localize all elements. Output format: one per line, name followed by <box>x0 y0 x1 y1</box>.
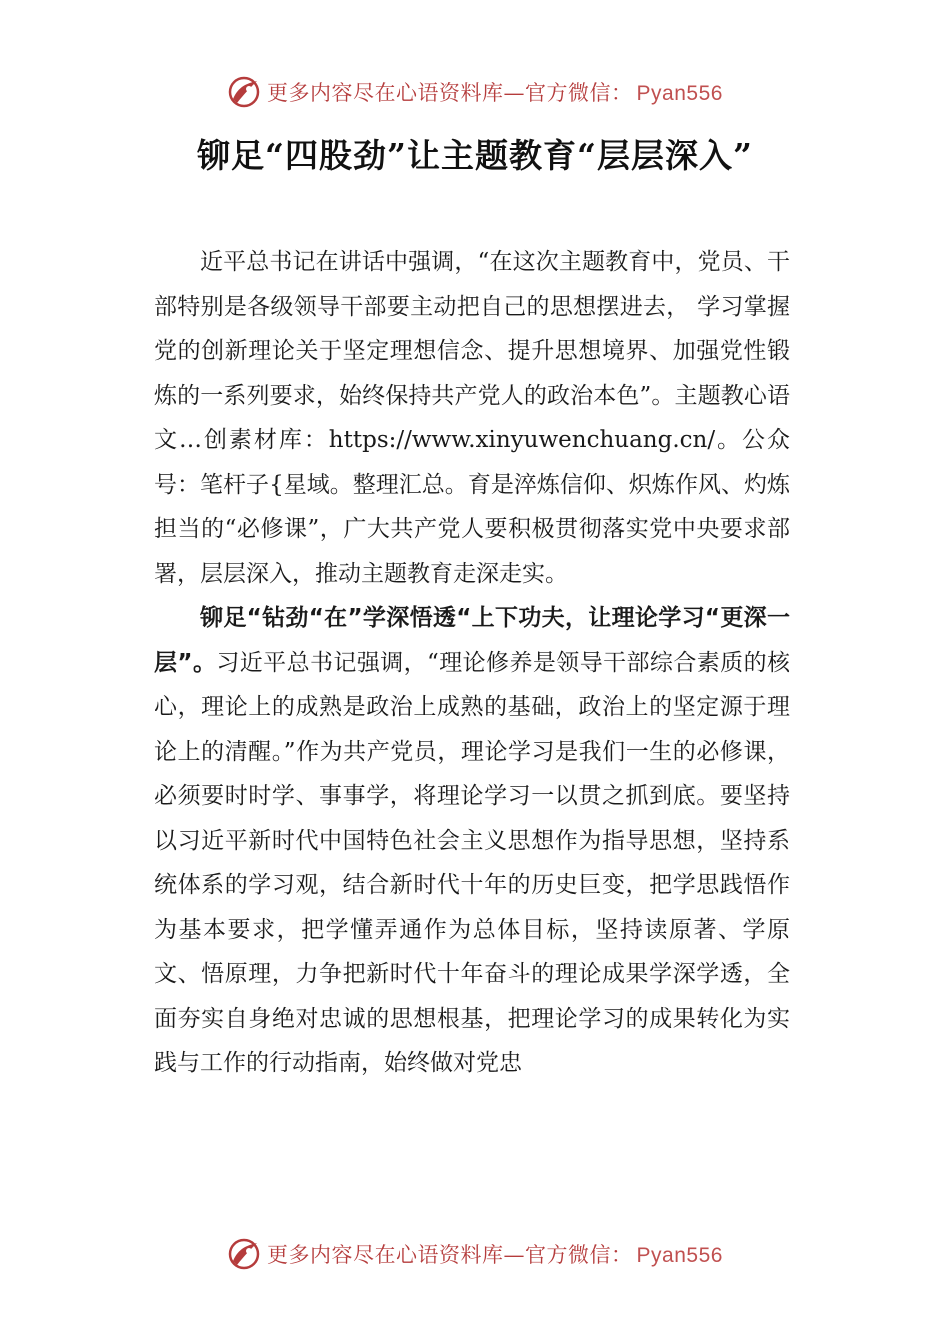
paragraph-1-body: 近平总书记在讲话中强调，“在这次主题教育中，党员、干部特别是各级领导干部要主动把自己的思想摆进去， 学习掌握党的创新理论关于坚定理想信念、提升思想境界、加强党性锻炼的一系列要求，始终保持共产党人的政治本色”。主题教心语文…创素材库：https://www.xinyuwenchuang.cn/。公众号：笔杆子{星域。整理汇总。育是淬炼信仰、炽炼作风、灼炼担当的“必修课”，广大共产党人要积极贯彻落实党中央要求部署，层层深入，推动主题教育走深走实。 <box>154 249 790 587</box>
paragraph-1 <box>154 240 790 596</box>
banner-official-label: 官方微信： <box>525 81 633 105</box>
footer-watermark-banner <box>0 1232 950 1276</box>
document-title: 铆足“四股劲”让主题教育“层层深入” <box>197 136 753 175</box>
banner-text: 更多内容尽在心语资料库 <box>267 81 504 105</box>
banner-separator: — <box>503 1243 526 1267</box>
brand-logo-icon <box>227 75 261 109</box>
brand-logo-icon <box>227 1237 261 1271</box>
banner-official-label: 官方微信： <box>525 1243 633 1267</box>
document-body <box>154 240 790 1086</box>
banner-wechat-id: Pyan556 <box>636 1244 723 1267</box>
banner-separator: — <box>503 81 526 105</box>
paragraph-2-lead: 铆足“钻劲“在”学深悟透“上下功夫，让理论学习“更深一层”。 <box>154 605 790 676</box>
header-watermark-banner <box>0 70 950 114</box>
paragraph-2 <box>154 596 790 1086</box>
banner-wechat-id: Pyan556 <box>636 82 723 105</box>
banner-text: 更多内容尽在心语资料库 <box>267 1243 504 1267</box>
paragraph-2-body: 习近平总书记强调，“理论修养是领导干部综合素质的核心，理论上的成熟是政治上成熟的基础，政治上的坚定源于理论上的清醒。”作为共产党员，理论学习是我们一生的必修课，必须要时时学、事事学，将理论学习一以贯之抓到底。要坚持以习近平新时代中国特色社会主义思想作为指导思想，坚持系统体系的学习观，结合新时代十年的历史巨变，把学思践悟作为基本要求，把学懂弄通作为总体目标，坚持读原著、学原文、悟原理，力争把新时代十年奋斗的理论成果学深学透，全面夯实自身绝对忠诚的思想根基，把理论学习的成果转化为实践与工作的行动指南，始终做对党忠 <box>154 649 790 1076</box>
